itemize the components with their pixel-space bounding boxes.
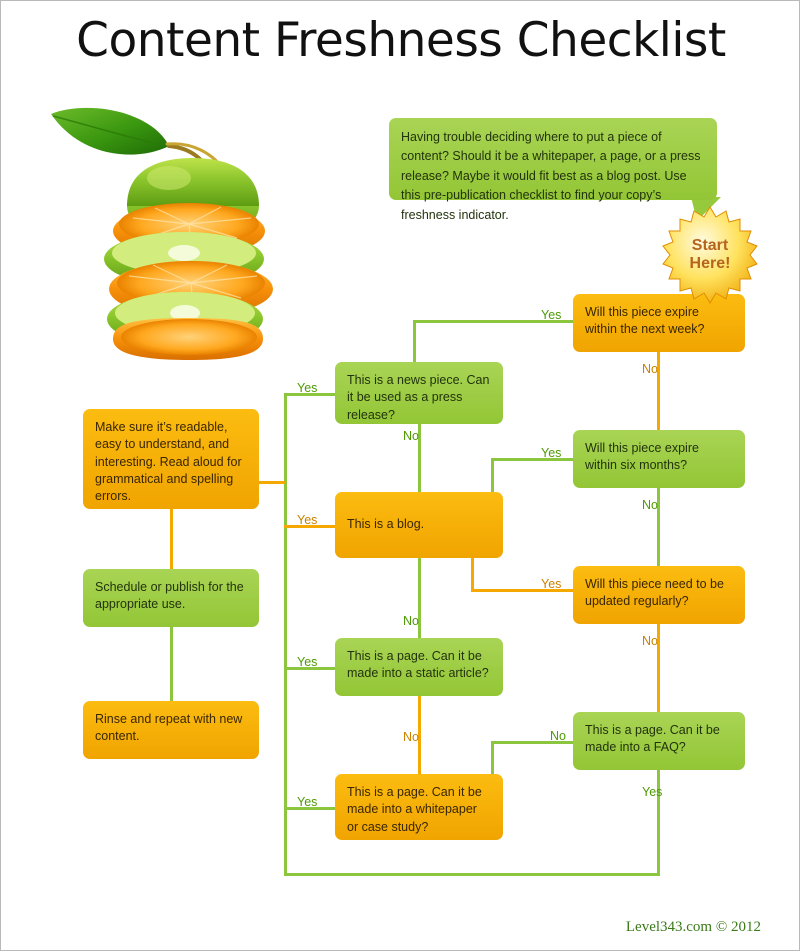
label-yes-updated: Yes <box>541 577 562 591</box>
connector-bottom-horizontal <box>284 873 660 876</box>
label-yes-whitepaper: Yes <box>297 795 318 809</box>
node-page-faq <box>573 712 745 770</box>
connector-schedule-to-rinse <box>170 627 173 701</box>
label-yes-six: Yes <box>541 446 562 460</box>
page-title: Content Freshness Checklist <box>76 13 726 68</box>
label-no-page: No <box>403 730 419 744</box>
label-yes-faq: Yes <box>642 785 663 799</box>
label-no-faq: No <box>550 729 566 743</box>
badge-line-1: Start <box>691 236 729 254</box>
node-schedule-text: Schedule or publish for the appropriate use. <box>95 580 244 612</box>
start-here-label <box>661 206 759 304</box>
label-yes-week: Yes <box>541 308 562 322</box>
node-rinse-repeat-text: Rinse and repeat with new content. <box>95 712 243 744</box>
label-no-six: No <box>642 498 658 512</box>
badge-line-2: Here! <box>689 255 731 272</box>
node-blog-text: This is a blog. <box>347 517 425 532</box>
node-page-static-article <box>335 638 503 696</box>
label-yes-blog: Yes <box>297 513 318 527</box>
intro-callout <box>389 118 717 222</box>
node-expire-week-text: Will this piece expire within the next week? <box>585 305 705 337</box>
node-page-whitepaper-text: This is a page. Can it be made into a whitepaper or case study? <box>347 785 482 834</box>
node-expire-six-months <box>573 430 745 488</box>
node-news-press-release <box>335 362 503 424</box>
label-no-blog: No <box>403 614 419 628</box>
connector-left-trunk <box>284 393 287 876</box>
node-news-press-release-text: This is a news piece. Can it be used as a press release? <box>347 373 490 422</box>
node-page-static-article-text: This is a page. Can it be made into a static article? <box>347 649 489 681</box>
footer-credit: Level343.com © 2012 <box>625 919 761 935</box>
node-readable <box>83 409 259 509</box>
node-page-faq-text: This is a page. Can it be made into a FAQ? <box>585 723 720 755</box>
label-no-week: No <box>642 362 658 376</box>
apple-orange-illustration <box>41 96 321 361</box>
node-expire-six-months-text: Will this piece expire within six months? <box>585 441 699 473</box>
label-yes-page-static: Yes <box>297 655 318 669</box>
label-no-news: No <box>403 429 419 443</box>
node-updated-regularly-text: Will this piece need to be updated regularly? <box>585 577 724 609</box>
node-blog <box>335 492 503 558</box>
node-schedule <box>83 569 259 627</box>
node-page-whitepaper <box>335 774 503 840</box>
node-updated-regularly <box>573 566 745 624</box>
label-no-updated: No <box>642 634 658 648</box>
node-readable-text: Make sure it’s readable, easy to understand, and interesting. Read aloud for grammatical and spelling errors. <box>95 420 242 503</box>
connector-trunk-to-readable <box>259 481 285 484</box>
intro-text: Having trouble deciding where to put a piece of content? Should it be a whitepaper, a page, or a press release? Maybe it would fit best as a blog post. Use this pre-publication checklist to find your copy’s freshness indicator. <box>401 130 701 222</box>
label-yes-news: Yes <box>297 381 318 395</box>
connector-faq-no-vertical <box>491 741 494 774</box>
connector-readable-to-schedule <box>170 509 173 569</box>
node-rinse-repeat <box>83 701 259 759</box>
